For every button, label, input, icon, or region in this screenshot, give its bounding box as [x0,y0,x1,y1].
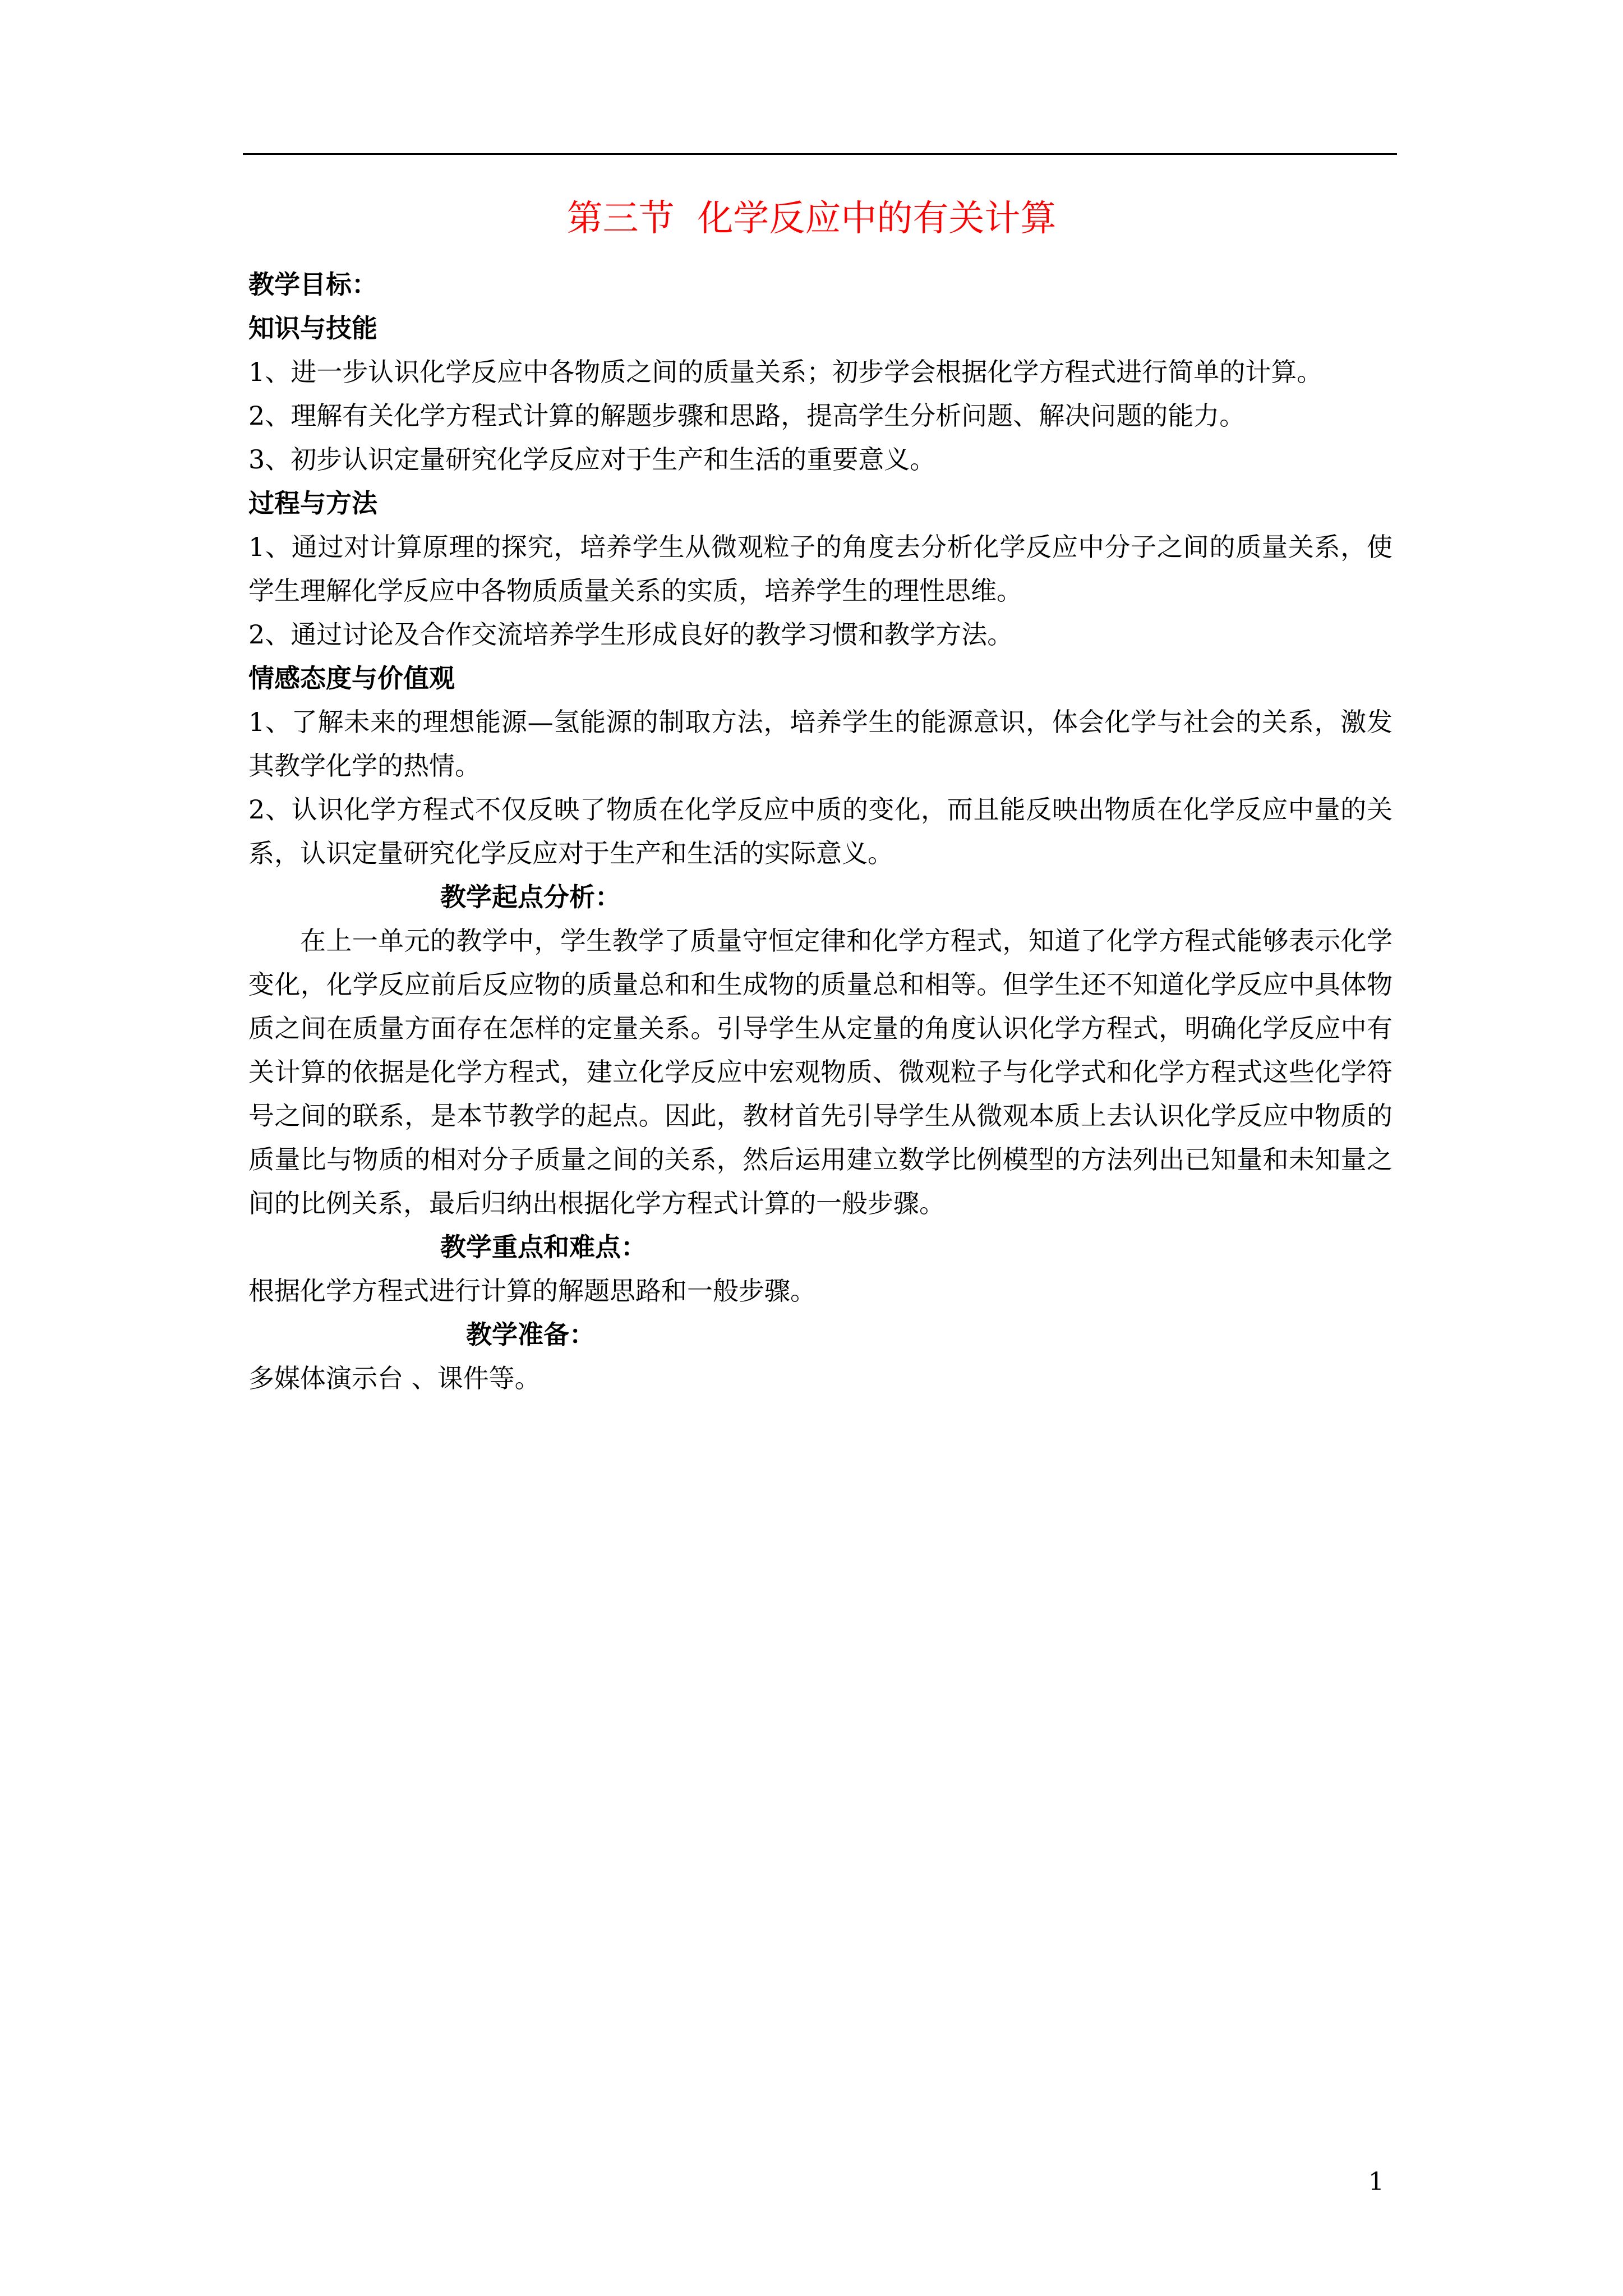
emotion-item: 1、了解未来的理想能源—氢能源的制取方法，培养学生的能源意识，体会化学与社会的关系，激发其教学化学的热情。 [248,707,1393,781]
page-number: 1 [1368,2168,1384,2196]
starting-point-heading: 教学起点分析： [440,882,621,912]
starting-point-paragraph: 在上一单元的教学中，学生教学了质量守恒定律和化学方程式，知道了化学方程式能够表示化学变化，化学反应前后反应物的质量总和和生成物的质量总和相等。但学生还不知道化学反应中具体物质之间在质量方面存在怎样的定量关系。引导学生从定量的角度认识化学方程式，明确化学反应中有关计算的依据是化学方程式，建立化学反应中宏观物质、微观粒子与化学式和化学方程式这些化学符号之间的联系，是本节教学的起点。因此，教材首先引导学生从微观本质上去认识化学反应中物质的质量比与物质的相对分子质量之间的关系，然后运用建立数学比例模型的方法列出已知量和未知量之间的比例关系，最后归纳出根据化学方程式计算的一般步骤。 [248,926,1393,1218]
key-points-paragraph: 根据化学方程式进行计算的解题思路和一般步骤。 [248,1276,816,1306]
knowledge-item: 1、进一步认识化学反应中各物质之间的质量关系；初步学会根据化学方程式进行简单的计算。 [248,357,1323,387]
objectives-heading: 教学目标： [248,269,377,300]
emotion-heading: 情感态度与价值观 [248,663,455,693]
preparation-paragraph: 多媒体演示台 、课件等。 [248,1363,541,1393]
document-body [248,263,1393,1400]
preparation-heading: 教学准备： [466,1319,595,1350]
emotion-item: 2、认识化学方程式不仅反映了物质在化学反应中质的变化，而且能反映出物质在化学反应中量的关系，认识定量研究化学反应对于生产和生活的实际意义。 [248,794,1393,868]
knowledge-item: 3、初步认识定量研究化学反应对于生产和生活的重要意义。 [248,444,936,475]
key-points-heading: 教学重点和难点： [440,1232,647,1262]
header-rule [243,153,1397,155]
page-title: 第三节 化学反应中的有关计算 [566,198,1057,240]
knowledge-item: 2、理解有关化学方程式计算的解题步骤和思路，提高学生分析问题、解决问题的能力。 [248,401,1246,431]
process-item: 2、通过讨论及合作交流培养学生形成良好的教学习惯和教学方法。 [248,619,1013,650]
process-item: 1、通过对计算原理的探究，培养学生从微观粒子的角度去分析化学反应中分子之间的质量关系，使学生理解化学反应中各物质质量关系的实质，培养学生的理性思维。 [248,532,1393,606]
knowledge-heading: 知识与技能 [248,313,377,343]
process-heading: 过程与方法 [248,488,377,518]
